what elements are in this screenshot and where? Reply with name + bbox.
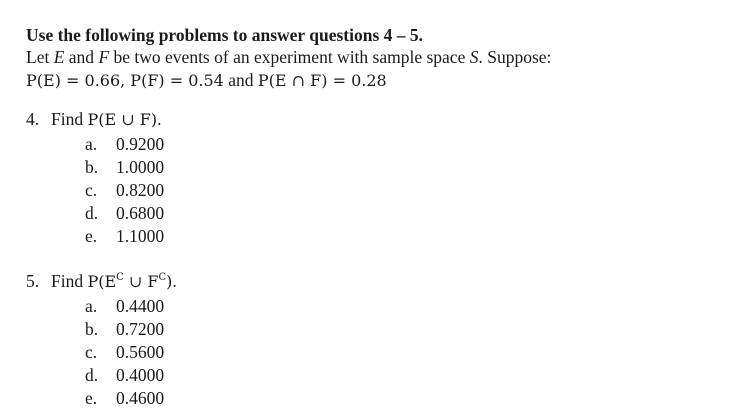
choice-value: 0.6800 [116,203,165,223]
answer-choice[interactable] [85,295,726,318]
choice-value: 0.9200 [116,134,165,154]
prompt-text: Find [51,271,88,291]
given-probabilities [26,69,726,92]
choice-letter: d. [85,203,99,223]
choice-letter: e. [85,226,98,246]
choice-letter: b. [85,157,99,177]
prompt-math [87,272,172,291]
question-number: 5. [26,271,40,291]
choice-value: 1.1000 [116,226,165,246]
prompt-math-part: ∪ F [123,272,159,291]
answer-choices [26,295,726,410]
complement-superscript: C [116,272,124,283]
answer-choice[interactable] [85,341,726,364]
given-expression: P(E) = 0.66, P(F) = 0.54 [26,71,224,90]
given-intersection-expression: P(E ∩ F) = 0.28 [257,71,387,90]
choice-value: 0.4400 [116,296,165,316]
instructions-heading: Use the following problems to answer questions 4 – 5. [26,25,424,45]
prompt-end: . [157,109,162,129]
answer-choice[interactable] [85,156,726,179]
choice-value: 1.0000 [116,157,165,177]
given-joiner: and [223,70,258,90]
prompt-math-part: ) [166,272,173,291]
intro-text-part: be two events of an experiment with sample space [109,47,470,67]
choice-letter: a. [85,134,98,154]
intro-text-part: . Suppose: [478,47,552,67]
choice-value: 0.7200 [116,319,165,339]
intro-text [26,46,726,69]
prompt-math: P(E ∪ F) [87,110,158,129]
choice-value: 0.8200 [116,180,165,200]
answer-choice[interactable] [85,225,726,248]
choice-letter: a. [85,296,98,316]
answer-choice[interactable] [85,179,726,202]
answer-choice[interactable] [85,202,726,225]
question-prompt [26,108,726,131]
answer-choice[interactable] [85,318,726,341]
choice-letter: e. [85,388,98,408]
choice-value: 0.4000 [116,365,165,385]
answer-choice[interactable] [85,387,726,410]
question-number: 4. [26,109,40,129]
answer-choice[interactable] [85,364,726,387]
event-e-variable: E [53,47,65,67]
intro-text-part: and [64,47,99,67]
choice-letter: c. [85,180,98,200]
intro-text-part: Let [26,47,54,67]
problem-document [26,24,726,410]
choice-letter: c. [85,342,98,362]
prompt-end: . [172,271,177,291]
choice-letter: b. [85,319,99,339]
complement-superscript: C [158,272,167,283]
question-prompt [26,270,726,293]
choice-value: 0.4600 [116,388,165,408]
question-5 [26,270,726,410]
answer-choice[interactable] [85,133,726,156]
event-f-variable: F [98,47,110,67]
prompt-math-part: P(E [87,272,117,291]
sample-space-variable: S [469,47,479,67]
choice-letter: d. [85,365,99,385]
question-4 [26,108,726,248]
prompt-text: Find [51,109,88,129]
answer-choices [26,133,726,248]
choice-value: 0.5600 [116,342,165,362]
